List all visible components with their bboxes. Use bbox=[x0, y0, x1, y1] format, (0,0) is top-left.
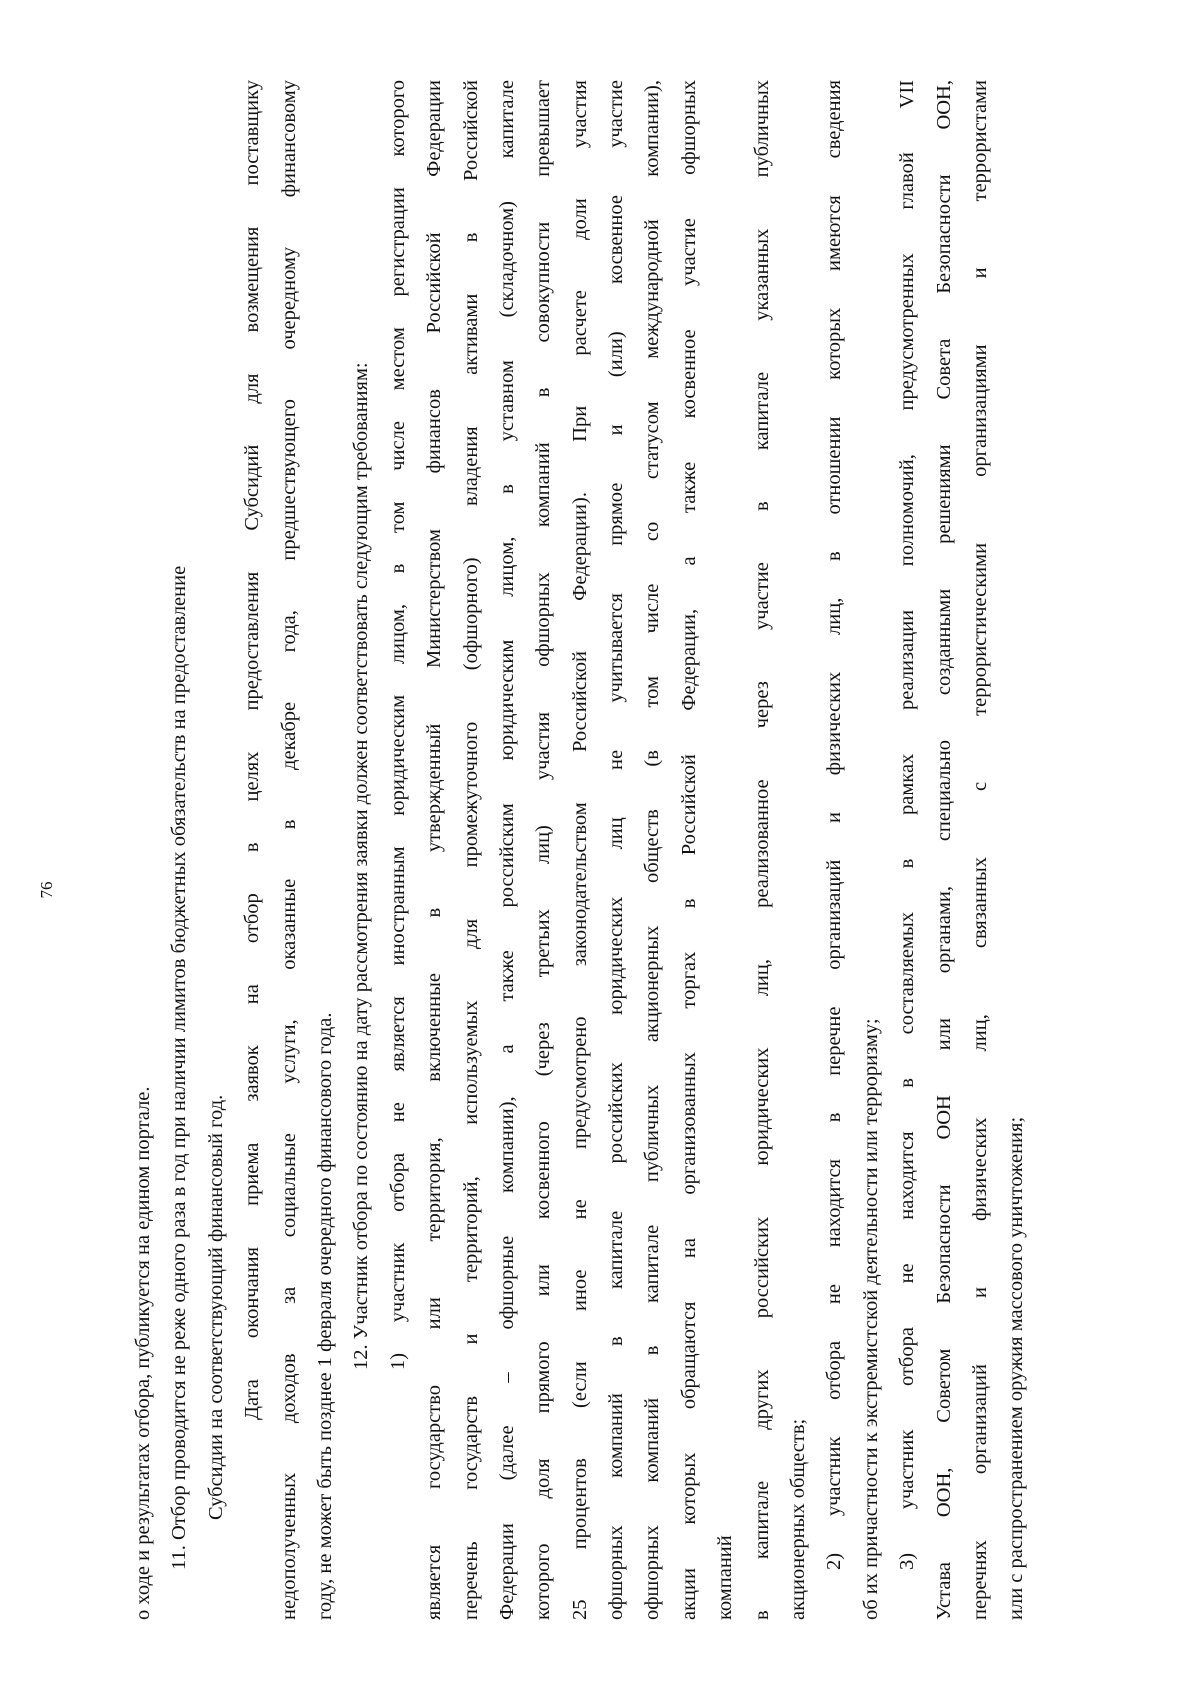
text-line: Субсидии на соответствующий финансовый год. bbox=[204, 1094, 227, 1520]
text-line: году, не может быть позднее 1 февраля очередного финансового года. bbox=[313, 1012, 336, 1620]
text-line: акции которых обращаются на организованных торгах в Российской Федерации, а также косвенное участие офшорных bbox=[677, 80, 700, 1620]
text-line: офшорных компаний в капитале российских юридических лиц не учитывается прямое и (или) косвенное участие bbox=[605, 80, 628, 1620]
text-line: недополученных доходов за социальные услуги, оказанные в декабре года, предшествующего очередному финансовому bbox=[277, 80, 300, 1620]
text-line: Устава ООН, Советом Безопасности ООН или органами, специально созданными решениями Совета Безопасности ООН, bbox=[932, 80, 955, 1620]
text-line: 12. Участник отбора по состоянию на дату рассмотрения заявки должен соответствовать следующим требованиям: bbox=[350, 362, 373, 1370]
text-line: офшорных компаний в капитале публичных акционерных обществ (в том числе со статусом международной компании), bbox=[641, 80, 664, 1620]
rotated-text-block bbox=[37, 80, 1055, 1620]
text-line: 1) участник отбора не является иностранным юридическим лицом, в том числе местом регистрации которого bbox=[386, 80, 409, 1370]
text-line: которого доля прямого или косвенного (через третьих лиц) участия офшорных компаний в совокупности превышает bbox=[532, 80, 555, 1620]
text-line: в капитале других российских юридических лиц, реализованное через участие в капитале указанных публичных bbox=[750, 80, 773, 1620]
text-line: Дата окончания приема заявок на отбор в целях предоставления Субсидий для возмещения поставщику bbox=[241, 80, 264, 1420]
text-line: 11. Отбор проводится не реже одного раза в год при наличии лимитов бюджетных обязательств на предоставление bbox=[168, 565, 191, 1570]
text-line: является государство или территория, включенные в утвержденный Министерством финансов Российской Федерации bbox=[423, 80, 446, 1620]
text-line: Федерации (далее – офшорные компании), а также российским юридическим лицом, в уставном (складочном) капитале bbox=[495, 80, 518, 1620]
text-line: об их причастности к экстремистской деятельности или терроризму; bbox=[859, 1018, 882, 1620]
page-number: 76 bbox=[37, 881, 56, 899]
text-body bbox=[125, 80, 1035, 1620]
text-line: 2) участник отбора не находится в перечне организаций и физических лиц, в отношении которых имеются сведения bbox=[823, 80, 846, 1570]
text-line: 25 процентов (если иное не предусмотрено законодательством Российской Федерации). При расчете доли участия bbox=[568, 80, 591, 1620]
text-line: акционерных обществ; bbox=[787, 1418, 810, 1620]
text-line: или с распространением оружия массового уничтожения; bbox=[1005, 1116, 1028, 1620]
text-line: компаний bbox=[714, 1535, 737, 1620]
text-line: 3) участник отбора не находится в составляемых в рамках реализации полномочий, предусмотренных главой VII bbox=[896, 80, 919, 1570]
text-line: перечнях организаций и физических лиц, связанных с террористическими организациями и террористами bbox=[968, 80, 991, 1620]
text-line: о ходе и результатах отбора, публикуется на едином портале. bbox=[132, 1086, 154, 1620]
text-line: перечень государств и территорий, используемых для промежуточного (офшорного) владения активами в Российской bbox=[459, 80, 482, 1620]
